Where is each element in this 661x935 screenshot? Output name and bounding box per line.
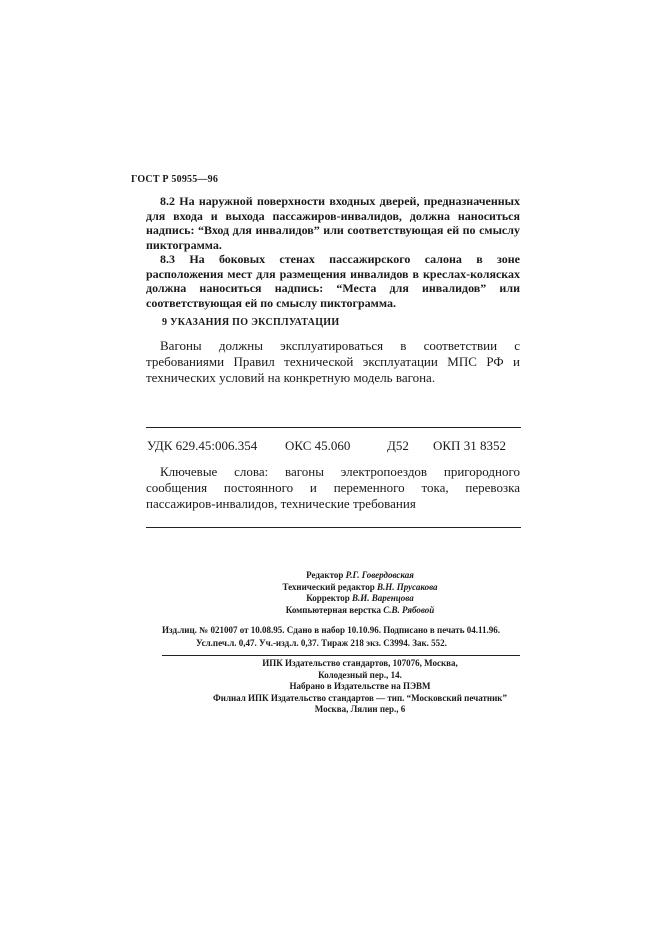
paragraph-number: 8.2 [160, 194, 175, 208]
publisher-line-3: Набрано в Издательстве на ПЭВМ [289, 681, 431, 691]
paragraph-number: 8.3 [160, 252, 175, 266]
bottom-divider [146, 527, 521, 528]
udk-code: УДК 629.45:006.354 [147, 438, 258, 453]
paragraph-8-3 [146, 252, 520, 310]
keywords-label: Ключевые слова: [160, 464, 269, 479]
oks-code: ОКС 45.060 [285, 438, 351, 453]
print-info-line-1: Изд.лиц. № 021007 от 10.08.95. Сдано в набор 10.10.96. Подписано в печать 04.11.96. [162, 625, 500, 635]
credits-block [150, 570, 570, 616]
okp-code: ОКП 31 8352 [433, 438, 506, 453]
publisher-line-5: Москва, Лялин пер., 6 [314, 704, 406, 714]
publisher-line-1: ИПК Издательство стандартов, 107076, Москва, [262, 658, 458, 668]
imprint-divider [162, 655, 520, 656]
publisher-block [150, 658, 570, 716]
document-code: ГОСТ Р 50955—96 [131, 174, 219, 185]
paragraph-8-2 [146, 194, 520, 252]
credit-tech-editor: Технический редактор В.Н. Прусакова [282, 581, 438, 592]
classification-row [147, 438, 519, 454]
paragraph-text: На наружной поверхности входных дверей, предназначенных для входа и выхода пассажиров-инвалидов, должна наноситься надпись: “Вход для инвалидов” или соответствующая ей по смыслу пиктограмма. [146, 194, 521, 252]
publisher-line-4: Филиал ИПК Издательство стандартов — тип. “Московский печатник” [213, 692, 507, 703]
publisher-line-2: Колодезный пер., 14. [318, 669, 402, 680]
keywords-text: вагоны электропоездов пригородного сообщения постоянного и переменного тока, перевозка пассажиров-инвалидов, технические требования [146, 464, 520, 511]
print-info-line-2: Усл.печ.л. 0,47. Уч.-изд.л. 0,37. Тираж 218 экз. С3994. Зак. 552. [196, 638, 447, 648]
section-title: 9 УКАЗАНИЯ ПО ЭКСПЛУАТАЦИИ [162, 317, 340, 328]
credit-layout: Компьютерная верстка С.В. Рябовой [285, 604, 435, 615]
credit-editor: Редактор Р.Г. Говердовская [306, 570, 414, 580]
top-divider [146, 427, 521, 428]
d-code: Д52 [387, 438, 409, 453]
keywords [146, 464, 520, 512]
credit-corrector: Корректор В.И. Варенцова [306, 593, 414, 603]
section-text: Вагоны должны эксплуатироваться в соответствии с требованиями Правил технической эксплуатации МПС РФ и технических условий на конкретную модель вагона. [146, 338, 520, 385]
paragraph-text: На боковых стенах пассажирского салона в зоне расположения мест для размещения инвалидов в креслах-колясках должна наноситься надпись: “Места для инвалидов” или соответствующая ей по смыслу пиктограмма. [146, 252, 521, 310]
